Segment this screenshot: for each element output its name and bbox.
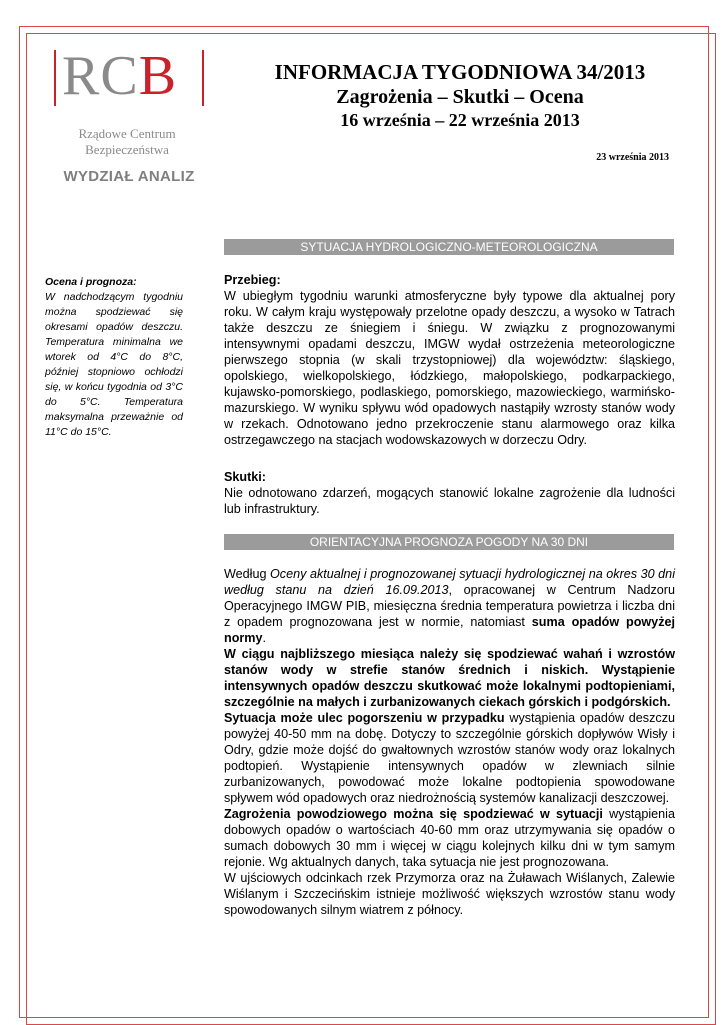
- p1-bold: suma opadów powyżej normy: [224, 615, 675, 645]
- effects-label: Skutki:: [224, 470, 266, 484]
- forecast-paragraph-4: [224, 806, 675, 870]
- course-text: W ubiegłym tygodniu warunki atmosferyczne były typowe dla aktualnej pory roku. W całym kraju występowały przelotne opady deszczu, a wysoko w Tatrach także deszczu ze śniegiem i śniegu. W związku z prognozowanymi intensywnymi opadami deszczu, IMGW wydał ostrzeżenia meteorologiczne pierwszego stopnia (w skali trzystopniowej) dla województw: śląskiego, opolskiego, wielkopolskiego, łódzkiego, małopolskiego, podkarpackiego, kujawsko-pomorskiego, podlaskiego, pomorskiego, mazowieckiego, warmińsko-mazurskiego. W wyniku spływu wód opadowych nastąpiły wzrosty stanów wody w rzekach. Odnotowano jedno przekroczenie stanu alarmowego oraz kilka ostrzegawczego na stacjach wodowskazowych w dorzeczu Odry.: [224, 289, 675, 447]
- page-title: INFORMACJA TYGODNIOWA 34/2013: [274, 60, 646, 84]
- logo-rc: RC: [62, 45, 139, 107]
- forecast-sidebar: [45, 275, 183, 440]
- sidebar-text: W nadchodzącym tygodniu można spodziewać się okresami opadów deszczu. Temperatura minimalna we wtorek od 4°C do 8°C, później stopniowo ochłodzi się, w końcu tygodnia od 3°C do 5°C. Temperatura maksymalna przeważnie od 11°C do 15°C.: [45, 291, 183, 438]
- page-subtitle: Zagrożenia – Skutki – Ocena: [336, 86, 584, 108]
- p3-text: wystąpienia opadów deszczu powyżej 40-50 mm na dobę. Dotyczy to szczególnie górskich dopływów Wisły i Odry, gdzie może dojść do gwałtownych wzrostów stanów wody oraz lokalnych podtopień. Wystąpienie intensywnych opadów w zlewniach silnie zurbanizowanych, powodować może lokalne podtopienia spowodowane spływem wód opadowych oraz niedrożnością systemów kanalizacji deszczowej.: [224, 711, 675, 805]
- forecast-paragraph-3: [224, 710, 675, 806]
- effects-block: [224, 469, 675, 517]
- p1-text-a: Według: [224, 567, 271, 581]
- logo-letters: [62, 44, 177, 108]
- forecast-block: [224, 566, 675, 918]
- sidebar-title: Ocena i prognoza:: [45, 276, 137, 288]
- section-heading-forecast: ORIENTACYJNA PROGNOZA POGODY NA 30 DNI: [224, 534, 674, 550]
- division-label: WYDZIAŁ ANALIZ: [63, 168, 195, 185]
- p4-text: wystąpienia dobowych opadów o wartościach 40-60 mm oraz utrzymywania się opadów o sumach dobowych 30 mm i więcej w ciągu kolejnych kilku dni w tym samym rejonie. Wg aktualnych danych, taka sytuacja nie jest prognozowana.: [224, 807, 675, 869]
- date-range: 16 września – 22 września 2013: [340, 110, 580, 130]
- effects-text: Nie odnotowano zdarzeń, mogących stanowić lokalne zagrożenie dla ludności lub infrastruktury.: [224, 486, 675, 516]
- section-heading-hydro: SYTUACJA HYDROLOGICZNO-METEOROLOGICZNA: [224, 239, 674, 255]
- logo-line-left: [54, 50, 56, 106]
- forecast-paragraph-1: [224, 566, 675, 646]
- forecast-paragraph-2: W ciągu najbliższego miesiąca należy się spodziewać wahań i wzrostów stanów wody w strefie stanów średnich i niskich. Wystąpienie intensywnych opadów deszczu skutkować może lokalnymi podtopieniami, szczególnie na małych i zurbanizowanych ciekach górskich i podgórskich.: [224, 647, 675, 709]
- p1-text-c: .: [262, 631, 266, 645]
- p1-text-b: , opracowanej w Centrum Nadzoru Operacyjnego IMGW PIB, miesięczna średnia temperatura powietrza i liczba dni z opadem prognozowana jest w normie, natomiast: [224, 583, 675, 629]
- logo-line-right: [202, 50, 204, 106]
- rcb-logo: [52, 44, 206, 164]
- title-block: [220, 60, 700, 132]
- p3-bold: Sytuacja może ulec pogorszeniu w przypadku: [224, 711, 505, 725]
- logo-b: B: [138, 45, 178, 107]
- course-block: [224, 272, 675, 448]
- course-label: Przebieg:: [224, 273, 281, 287]
- logo-subtitle-1: Rządowe Centrum: [78, 126, 176, 141]
- forecast-paragraph-5: W ujściowych odcinkach rzek Przymorza oraz na Żuławach Wiślanych, Zalewie Wiślanym i Szczecińskim istnieje możliwość większych wzrostów stanu wody spowodowanych silnym wiatrem z północy.: [224, 871, 675, 917]
- logo-subtitle-2: Bezpieczeństwa: [85, 142, 169, 157]
- issue-date: 23 września 2013: [596, 152, 669, 163]
- p1-source-italic: Oceny aktualnej i prognozowanej sytuacji hydrologicznej na okres 30 dni według stanu na dzień 16.09.2013: [224, 567, 675, 597]
- p4-bold: Zagrożenia powodziowego można się spodziewać w sytuacji: [224, 807, 603, 821]
